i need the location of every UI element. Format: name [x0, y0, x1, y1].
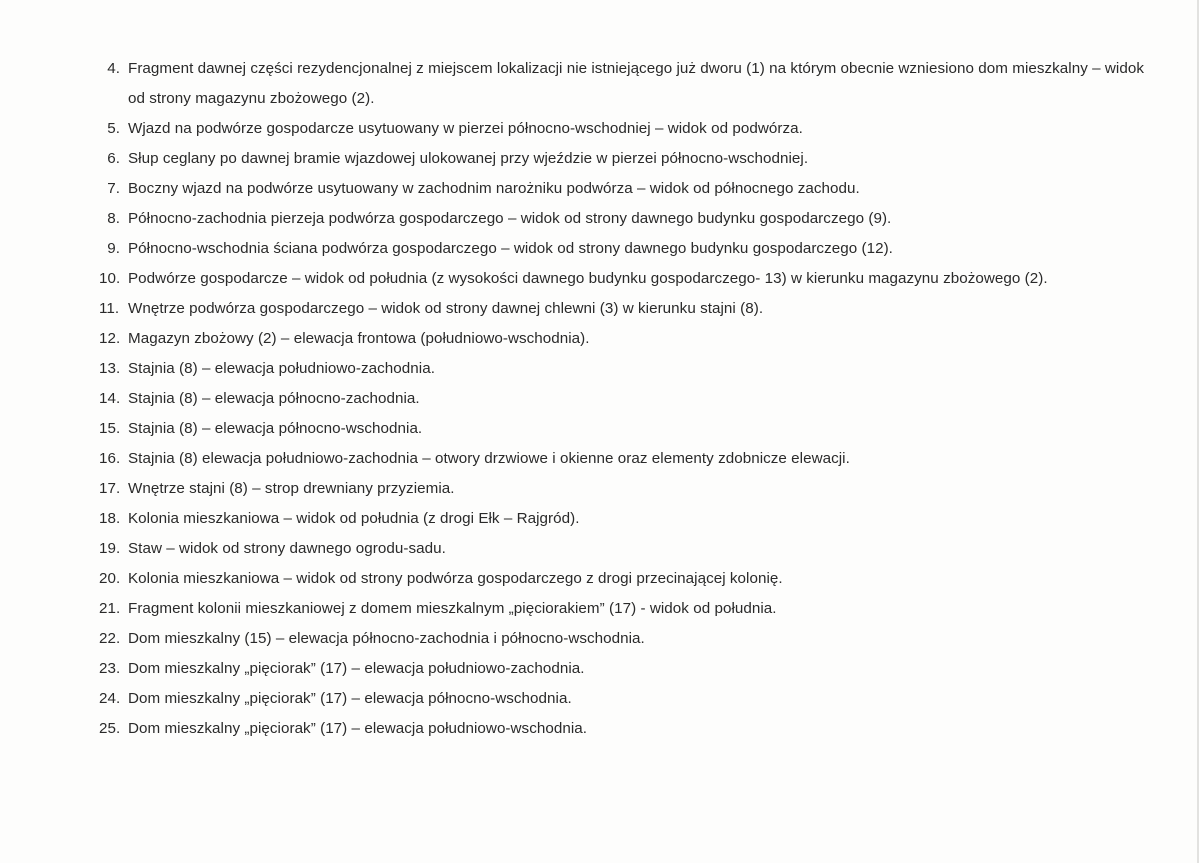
item-number: 18. [99, 510, 121, 527]
item-number: 23. [99, 660, 121, 677]
item-number: 8. [107, 210, 120, 227]
item-text: Stajnia (8) elewacja południowo-zachodnia – otwory drzwiowe i okienne oraz elementy zdobnicze elewacji. [128, 450, 850, 467]
item-number: 15. [99, 420, 121, 437]
list-item [94, 144, 1144, 174]
list-item [94, 234, 1144, 264]
item-number: 13. [99, 360, 121, 377]
item-number: 20. [99, 570, 121, 587]
list-item [94, 324, 1144, 354]
list-item [94, 714, 1144, 744]
list-item [94, 624, 1144, 654]
list-item [94, 534, 1144, 564]
item-text: Fragment dawnej części rezydencjonalnej z miejscem lokalizacji nie istniejącego już dworu (1) na którym obecnie wzniesiono dom mieszkalny – widok od strony magazynu zbożowego (2). [128, 60, 1144, 107]
item-text: Stajnia (8) – elewacja północno-zachodnia. [128, 390, 420, 407]
item-number: 12. [99, 330, 121, 347]
item-text: Wnętrze stajni (8) – strop drewniany przyziemia. [128, 480, 455, 497]
item-number: 4. [107, 60, 120, 77]
list-item [94, 354, 1144, 384]
item-number: 16. [99, 450, 121, 467]
list-item [94, 384, 1144, 414]
item-number: 10. [99, 270, 121, 287]
item-text: Kolonia mieszkaniowa – widok od południa (z drogi Ełk – Rajgród). [128, 510, 580, 527]
list-item [94, 204, 1144, 234]
list-item [94, 684, 1144, 714]
item-number: 7. [107, 180, 120, 197]
item-text: Dom mieszkalny (15) – elewacja północno-zachodnia i północno-wschodnia. [128, 630, 645, 647]
item-text: Dom mieszkalny „pięciorak” (17) – elewacja północno-wschodnia. [128, 690, 572, 707]
list-item [94, 444, 1144, 474]
item-text: Stajnia (8) – elewacja południowo-zachodnia. [128, 360, 435, 377]
list-item [94, 654, 1144, 684]
list-item [94, 414, 1144, 444]
item-number: 25. [99, 720, 121, 737]
item-number: 24. [99, 690, 121, 707]
list-item [94, 174, 1144, 204]
photo-caption-list [94, 54, 1144, 744]
item-number: 6. [107, 150, 120, 167]
item-number: 22. [99, 630, 121, 647]
item-text: Boczny wjazd na podwórze usytuowany w zachodnim narożniku podwórza – widok od północnego zachodu. [128, 180, 860, 197]
item-text: Fragment kolonii mieszkaniowej z domem mieszkalnym „pięciorakiem” (17) - widok od południa. [128, 600, 777, 617]
list-item [94, 114, 1144, 144]
item-number: 19. [99, 540, 121, 557]
list-item [94, 474, 1144, 504]
item-text: Słup ceglany po dawnej bramie wjazdowej ulokowanej przy wjeździe w pierzei północno-wschodniej. [128, 150, 809, 167]
item-text: Dom mieszkalny „pięciorak” (17) – elewacja południowo-zachodnia. [128, 660, 585, 677]
item-text: Północno-zachodnia pierzeja podwórza gospodarczego – widok od strony dawnego budynku gospodarczego (9). [128, 210, 892, 227]
item-text: Magazyn zbożowy (2) – elewacja frontowa (południowo-wschodnia). [128, 330, 590, 347]
item-text: Kolonia mieszkaniowa – widok od strony podwórza gospodarczego z drogi przecinającej kolonię. [128, 570, 783, 587]
item-number: 17. [99, 480, 121, 497]
item-text: Wjazd na podwórze gospodarcze usytuowany w pierzei północno-wschodniej – widok od podwórza. [128, 120, 803, 137]
item-number: 14. [99, 390, 121, 407]
item-text: Staw – widok od strony dawnego ogrodu-sadu. [128, 540, 446, 557]
item-text: Podwórze gospodarcze – widok od południa (z wysokości dawnego budynku gospodarczego- 13) w kierunku magazynu zbożowego (2). [128, 270, 1048, 287]
item-number: 9. [107, 240, 120, 257]
list-item [94, 564, 1144, 594]
list-item [94, 504, 1144, 534]
list-item [94, 264, 1144, 294]
list-item [94, 294, 1144, 324]
item-number: 11. [99, 300, 120, 317]
item-number: 5. [107, 120, 120, 137]
list-item [94, 594, 1144, 624]
item-text: Stajnia (8) – elewacja północno-wschodnia. [128, 420, 423, 437]
item-text: Północno-wschodnia ściana podwórza gospodarczego – widok od strony dawnego budynku gospodarczego (12). [128, 240, 893, 257]
list-item [94, 54, 1144, 114]
item-text: Wnętrze podwórza gospodarczego – widok od strony dawnej chlewni (3) w kierunku stajni (8). [128, 300, 764, 317]
item-text: Dom mieszkalny „pięciorak” (17) – elewacja południowo-wschodnia. [128, 720, 588, 737]
item-number: 21. [99, 600, 121, 617]
